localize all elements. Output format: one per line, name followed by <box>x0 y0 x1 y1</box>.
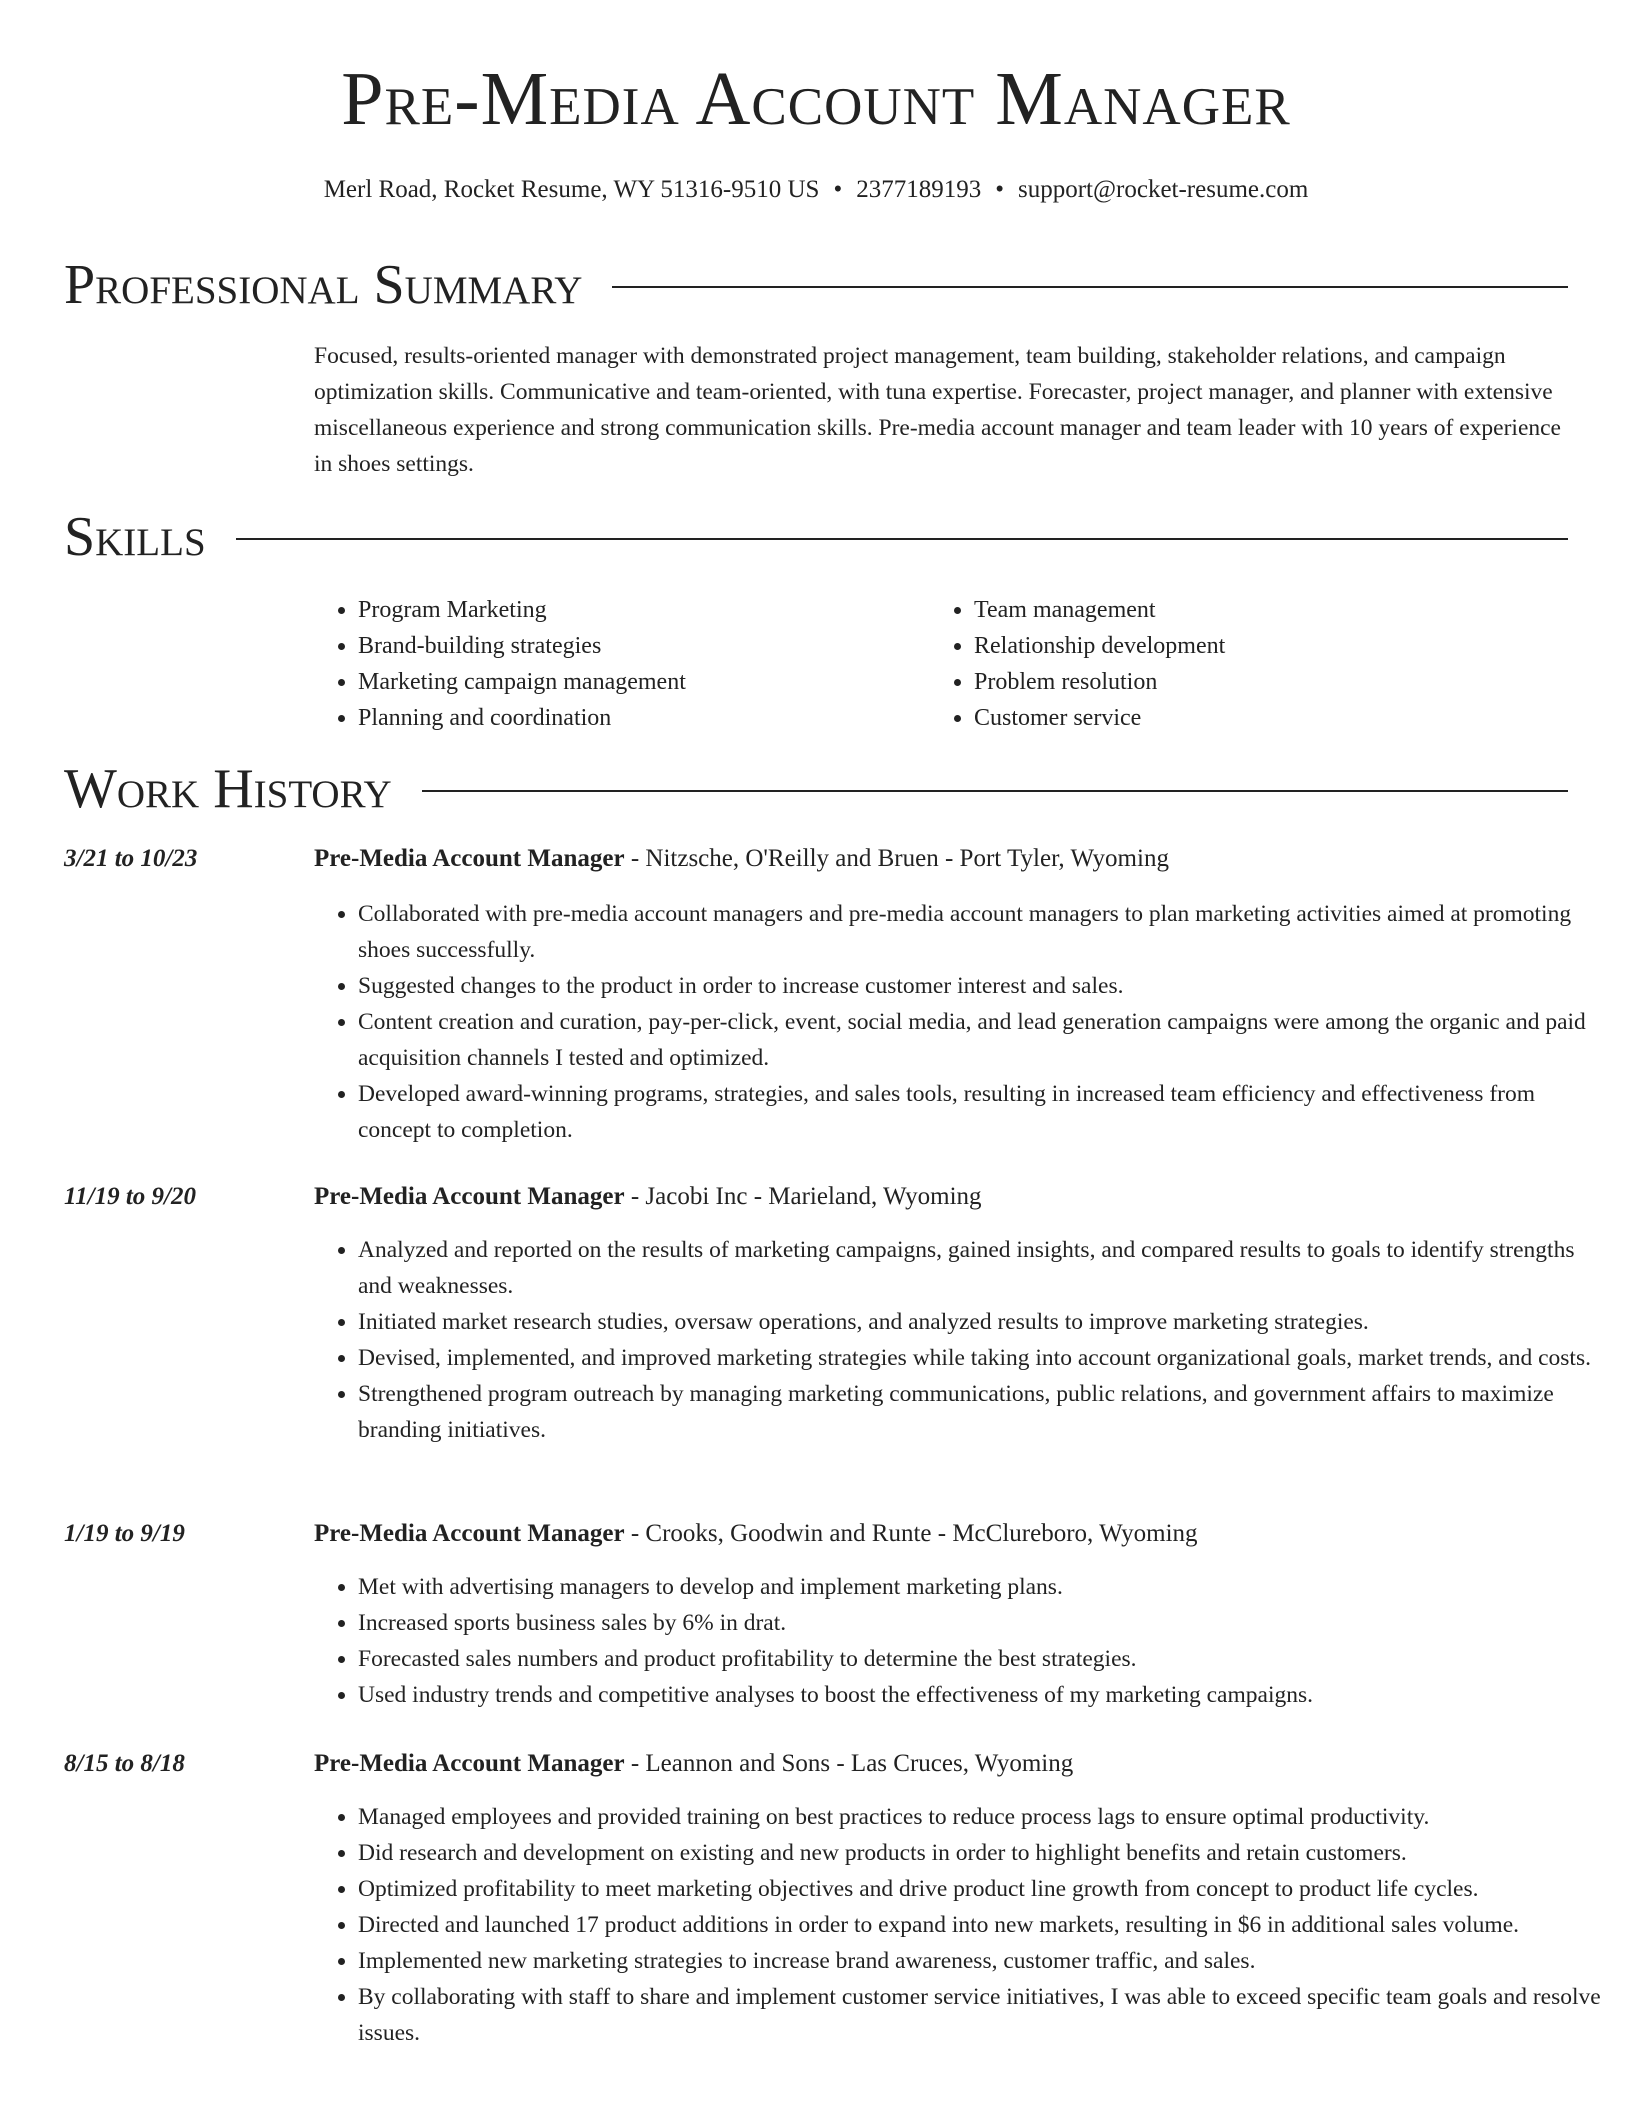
contact-separator: • <box>995 176 1004 203</box>
summary-heading: Professional Summary <box>64 254 583 316</box>
job-bullet: • Increased sports business sales by 6% in drat. <box>358 1605 1612 1641</box>
skill-item: • Relationship development <box>974 628 1574 664</box>
job-bullet: • Directed and launched 17 product additions in order to expand into new markets, resulting in $6 in additional sales volume. <box>358 1907 1612 1943</box>
skill-item: • Team management <box>974 592 1574 628</box>
skills-list-left <box>314 592 928 736</box>
job-bullet: • Analyzed and reported on the results of marketing campaigns, gained insights, and compared results to goals to identify strengths and weaknesses. <box>358 1232 1612 1304</box>
job-bullet: • Forecasted sales numbers and product profitability to determine the best strategies. <box>358 1641 1612 1677</box>
job-role: Pre-Media Account Manager <box>314 1520 625 1547</box>
skills-heading: Skills <box>64 506 206 568</box>
job-header <box>314 1516 1198 1552</box>
job-bullet: • Implemented new marketing strategies to increase brand awareness, customer traffic, and sales. <box>358 1943 1612 1979</box>
contact-line <box>0 174 1632 206</box>
job-bullet: • Did research and development on existing and new products in order to highlight benefits and retain customers. <box>358 1835 1612 1871</box>
contact-separator: • <box>833 176 843 203</box>
skill-item: • Brand-building strategies <box>358 628 928 664</box>
job-bullet: • Managed employees and provided training on best practices to reduce process lags to ensure optimal productivity. <box>358 1799 1612 1835</box>
job-bullet: • Content creation and curation, pay-per-click, event, social media, and lead generation campaigns were among the organic and paid acquisition channels I tested and optimized. <box>358 1004 1612 1076</box>
job-dates: 3/21 to 10/23 <box>64 845 198 872</box>
job-role: Pre-Media Account Manager <box>314 1183 625 1210</box>
section-divider <box>236 538 1568 540</box>
job-bullet: • Used industry trends and competitive analyses to boost the effectiveness of my marketing campaigns. <box>358 1677 1612 1713</box>
skill-item: • Problem resolution <box>974 664 1574 700</box>
section-divider <box>612 286 1568 288</box>
job-role: Pre-Media Account Manager <box>314 845 625 872</box>
job-bullet: • Suggested changes to the product in order to increase customer interest and sales. <box>358 968 1612 1004</box>
skill-item: • Program Marketing <box>358 592 928 628</box>
job-bullets <box>314 1569 1612 1713</box>
contact-address: Merl Road, Rocket Resume, WY 51316-9510 US <box>323 176 820 203</box>
job-bullets <box>314 896 1612 1148</box>
job-bullet: • Collaborated with pre-media account managers and pre-media account managers to plan marketing activities aimed at promoting shoes successfully. <box>358 896 1612 968</box>
skills-list-right <box>930 592 1574 736</box>
work-section-heading <box>64 758 1568 820</box>
summary-section-heading <box>64 254 1568 316</box>
skill-item: • Customer service <box>974 700 1574 736</box>
job-header <box>314 841 1169 877</box>
job-employer: - Jacobi Inc - Marieland, Wyoming <box>624 1183 982 1210</box>
resume-title: Pre-Media Account Manager <box>341 57 1291 141</box>
skill-item: • Planning and coordination <box>358 700 928 736</box>
contact-email: support@rocket-resume.com <box>1018 176 1309 203</box>
job-dates: 11/19 to 9/20 <box>64 1183 196 1210</box>
skills-section-heading <box>64 506 1568 568</box>
contact-phone: 2377189193 <box>856 176 982 203</box>
job-dates: 1/19 to 9/19 <box>64 1520 185 1547</box>
job-role: Pre-Media Account Manager <box>314 1750 625 1777</box>
section-divider <box>422 790 1568 792</box>
job-employer: - Leannon and Sons - Las Cruces, Wyoming <box>624 1750 1074 1777</box>
job-bullet: • Optimized profitability to meet marketing objectives and drive product line growth from concept to product life cycles. <box>358 1871 1612 1907</box>
job-employer: - Nitzsche, O'Reilly and Bruen - Port Tyler, Wyoming <box>624 845 1169 872</box>
job-bullet: • Strengthened program outreach by managing marketing communications, public relations, and government affairs to maximize branding initiatives. <box>358 1376 1612 1448</box>
skill-item: • Marketing campaign management <box>358 664 928 700</box>
job-bullet: • By collaborating with staff to share and implement customer service initiatives, I was able to exceed specific team goals and resolve issues. <box>358 1979 1612 2051</box>
job-bullet: • Initiated market research studies, oversaw operations, and analyzed results to improve marketing strategies. <box>358 1304 1612 1340</box>
job-bullet: • Developed award-winning programs, strategies, and sales tools, resulting in increased team efficiency and effectiveness from concept to completion. <box>358 1076 1612 1148</box>
job-header <box>314 1179 982 1215</box>
job-dates: 8/15 to 8/18 <box>64 1750 185 1777</box>
job-bullet: • Devised, implemented, and improved marketing strategies while taking into account organizational goals, market trends, and costs. <box>358 1340 1612 1376</box>
job-employer: - Crooks, Goodwin and Runte - McClureboro, Wyoming <box>624 1520 1198 1547</box>
job-header <box>314 1746 1073 1782</box>
work-heading: Work History <box>64 758 392 820</box>
job-bullets <box>314 1232 1612 1448</box>
job-bullets <box>314 1799 1612 2051</box>
job-bullet: • Met with advertising managers to develop and implement marketing plans. <box>358 1569 1612 1605</box>
summary-text: Focused, results-oriented manager with demonstrated project management, team building, stakeholder relations, and campaign optimization skills. Communicative and team-oriented, with tuna expertise. Forecaster, project manager, and planner with extensive miscellaneous experience and strong communication skills. Pre-media account manager and team leader with 10 years of experience in shoes settings. <box>314 343 1561 477</box>
